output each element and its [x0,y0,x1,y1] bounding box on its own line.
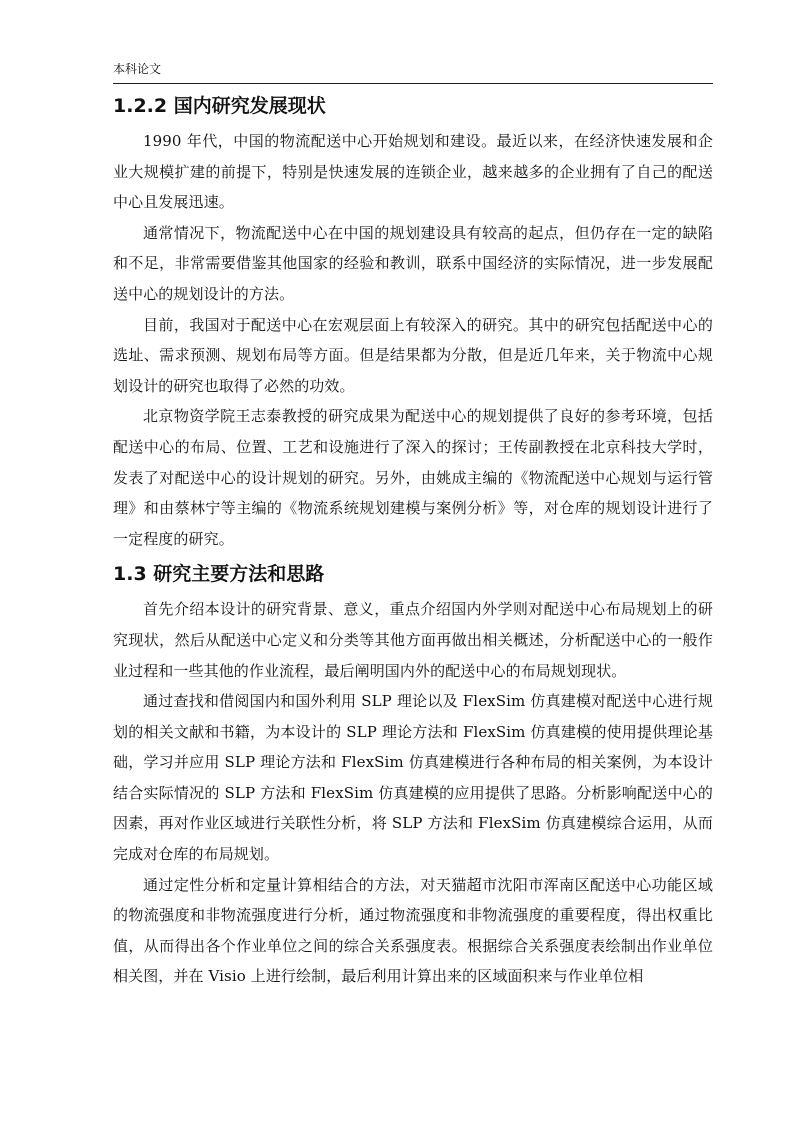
running-header: 本科论文 [113,62,162,76]
paragraph: 通常情况下，物流配送中心在中国的规划建设具有较高的起点，但仍存在一定的缺陷和不足，非常需要借鉴其他国家的经验和教训，联系中国经济的实际情况，进一步发展配送中心的规划设计的方法。 [113,223,713,303]
section-domestic-research [113,92,713,554]
document-body [113,92,713,992]
paragraph: 北京物资学院王志泰教授的研究成果为配送中心的规划提供了良好的参考环境，包括配送中心的布局、位置、工艺和设施进行了深入的探讨；王传副教授在北京科技大学时，发表了对配送中心的设计规划的研究。另外，由姚成主编的《物流配送中心规划与运行管理》和由蔡林宁等主编的《物流系统规划建模与案例分析》等，对仓库的规划设计进行了一定程度的研究。 [113,407,713,548]
paragraph: 目前，我国对于配送中心在宏观层面上有较深入的研究。其中的研究包括配送中心的选址、需求预测、规划布局等方面。但是结果都为分散，但是近几年来，关于物流中心规划设计的研究也取得了必然的功效。 [113,315,713,395]
paragraph: 1990 年代，中国的物流配送中心开始规划和建设。最近以来，在经济快速发展和企业大规模扩建的前提下，特别是快速发展的连锁企业，越来越多的企业拥有了自己的配送中心且发展迅速。 [113,132,713,212]
section-methods [113,560,713,992]
header-rule [113,83,713,84]
section-heading: 1.3 研究主要方法和思路 [113,563,325,586]
section-heading: 1.2.2 国内研究发展现状 [113,95,326,117]
paragraph: 通过查找和借阅国内和国外利用 SLP 理论以及 FlexSim 仿真建模对配送中心进行规划的相关文献和书籍，为本设计的 SLP 理论方法和 FlexSim 仿真建模的使用提供理论基础，学习并应用 SLP 理论方法和 FlexSim 仿真建模进行各种布局的相关案例，为本设计结合实际情况的 SLP 方法和 FlexSim 仿真建模的应用提供了思路。分析影响配送中心的因素，再对作业区域进行关联性分析，将 SLP 方法和 FlexSim 仿真建模综合运用，从而完成对仓库的布局规划。 [113,692,713,864]
paragraph: 通过定性分析和定量计算相结合的方法，对天猫超市沈阳市浑南区配送中心功能区域的物流强度和非物流强度进行分析，通过物流强度和非物流强度的重要程度，得出权重比值，从而得出各个作业单位之间的综合关系强度表。根据综合关系强度表绘制出作业单位相关图，并在 Visio 上进行绘制，最后利用计算出来的区域面积来与作业单位相 [113,875,713,986]
paragraph: 首先介绍本设计的研究背景、意义，重点介绍国内外学则对配送中心布局规划上的研究现状，然后从配送中心定义和分类等其他方面再做出相关概述，分析配送中心的一般作业过程和一些其他的作业流程，最后阐明国内外的配送中心的布局规划现状。 [113,600,713,680]
